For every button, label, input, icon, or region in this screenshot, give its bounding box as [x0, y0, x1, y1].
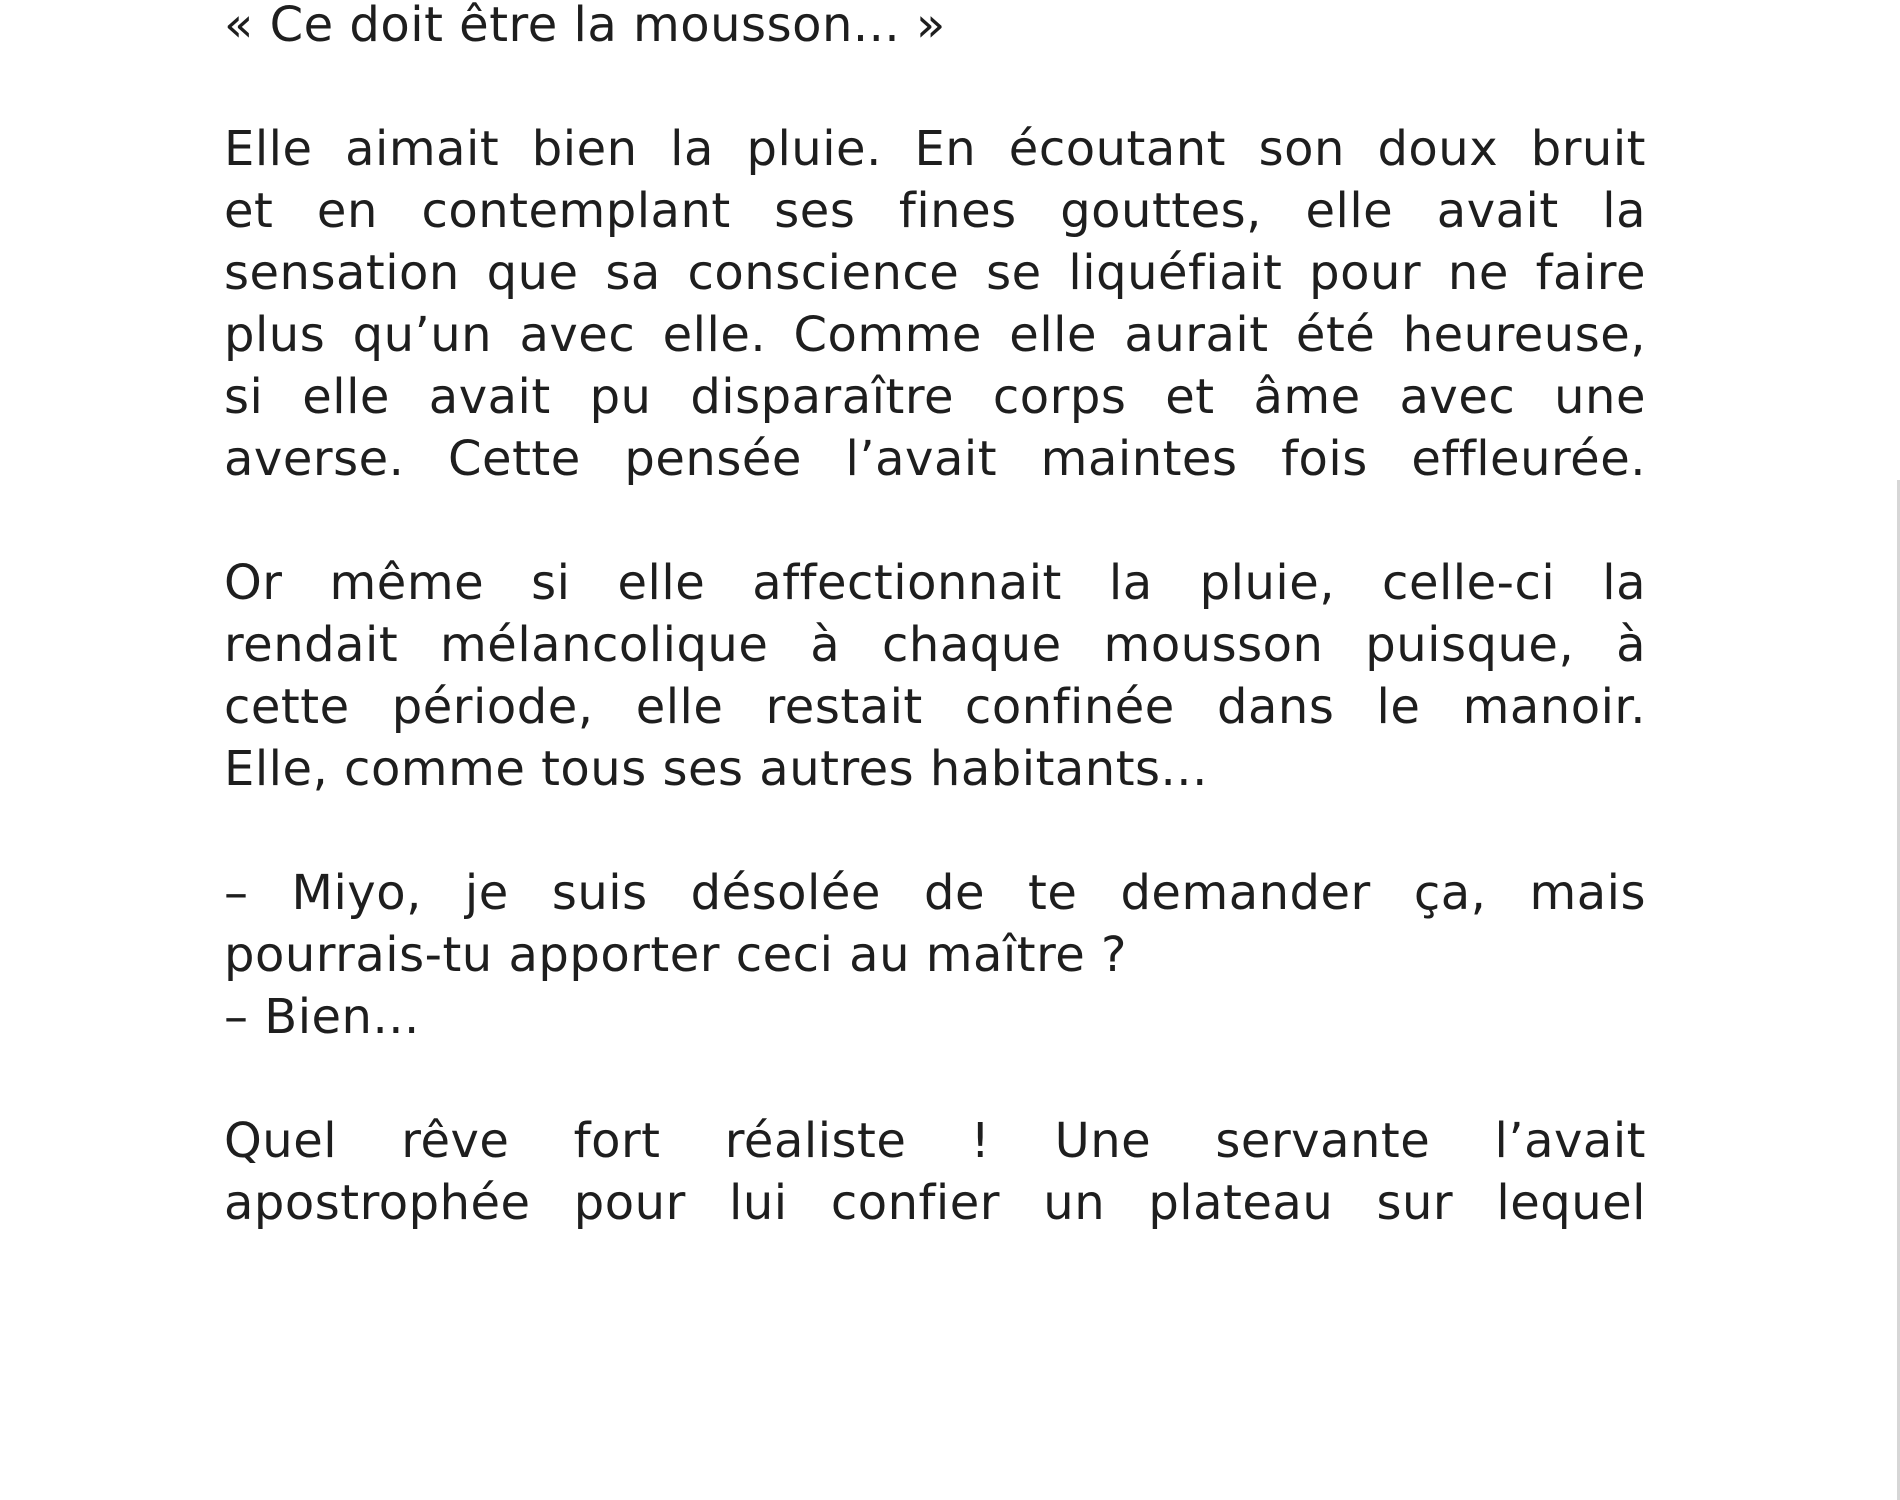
- text-line: et en contemplant ses fines gouttes, elle avait la: [224, 183, 1646, 239]
- text-line: Quel rêve fort réaliste ! Une servante l’avait: [224, 1113, 1646, 1169]
- text-line: averse. Cette pensée l’avait maintes fois effleurée.: [224, 431, 1646, 487]
- text-line: Elle, comme tous ses autres habitants...: [224, 741, 1208, 797]
- text-line: « Ce doit être la mousson... »: [224, 0, 946, 53]
- text-line: apostrophée pour lui confier un plateau sur lequel: [224, 1175, 1646, 1231]
- dialogue-line: – Bien...: [224, 989, 420, 1045]
- dialogue-line: pourrais-tu apporter ceci au maître ?: [224, 927, 1128, 983]
- text-line: Or même si elle affectionnait la pluie, celle-ci la: [224, 555, 1646, 611]
- text-line: si elle avait pu disparaître corps et âme avec une: [224, 369, 1646, 425]
- paragraph-gap: [224, 800, 1646, 862]
- text-line: cette période, elle restait confinée dans le manoir.: [224, 679, 1646, 735]
- paragraph-melancholy: [224, 552, 1646, 800]
- text-line: plus qu’un avec elle. Comme elle aurait été heureuse,: [224, 307, 1646, 363]
- text-line: Elle aimait bien la pluie. En écoutant son doux bruit: [224, 121, 1646, 177]
- paragraph-dream: [224, 1110, 1646, 1234]
- paragraph-gap: [224, 56, 1646, 118]
- paragraph-dialogue: [224, 862, 1646, 1048]
- dialogue-line: – Miyo, je suis désolée de te demander ça, mais: [224, 865, 1646, 921]
- text-line: sensation que sa conscience se liquéfiait pour ne faire: [224, 245, 1646, 301]
- paragraph-rain: [224, 118, 1646, 490]
- text-line: rendait mélancolique à chaque mousson puisque, à: [224, 617, 1646, 673]
- text-body: [224, 0, 1646, 1234]
- paragraph-gap: [224, 1048, 1646, 1110]
- paragraph-gap: [224, 490, 1646, 552]
- paragraph-monsoon-quote: [224, 0, 1646, 56]
